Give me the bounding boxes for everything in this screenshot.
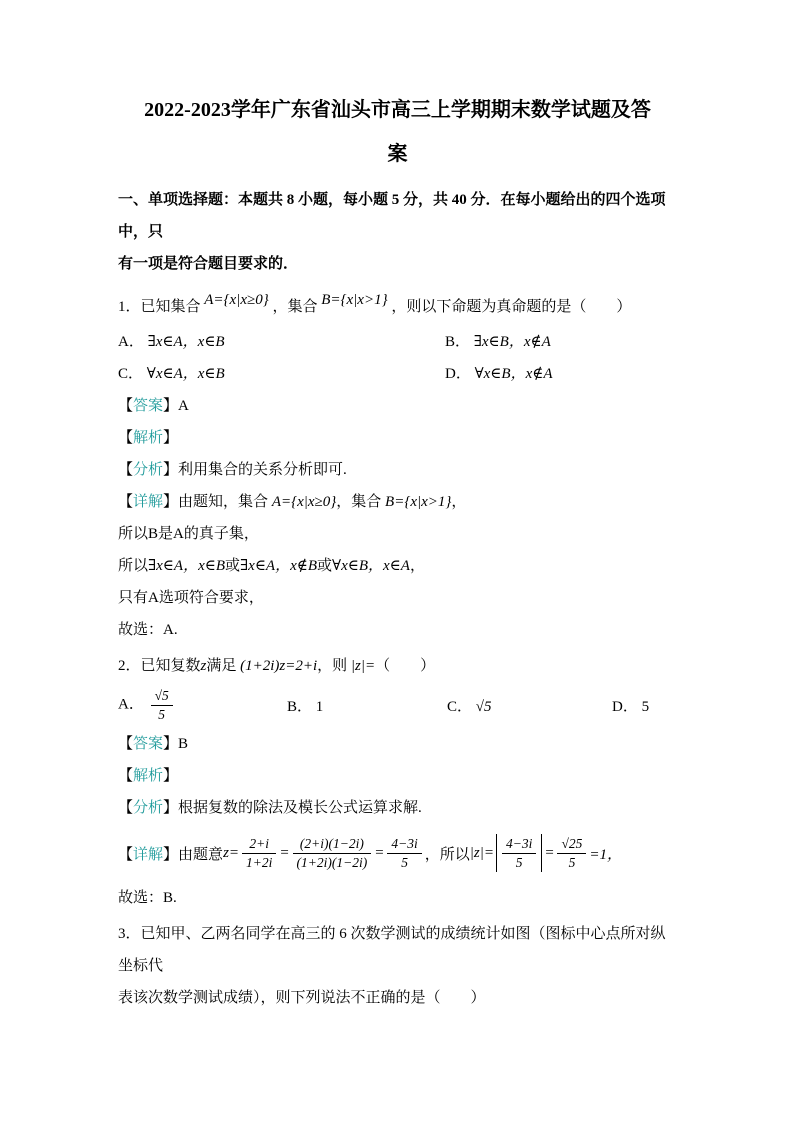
equals-sign: = [279,844,290,861]
fraction [502,836,536,870]
q2-stem [118,650,677,682]
q2-options-row [118,682,677,728]
option-label: D． [445,366,471,382]
q1-detail-pre: 由题知，集合 [178,494,269,510]
q1-detail-line-2: 所以B是A的真子集， [118,526,259,542]
q1-set-a-formula: A={x|x≥0} [204,292,269,308]
fraction-numerator: √25 [561,835,583,851]
option-label: C． [118,366,144,382]
fraction-numerator: 2+i [249,835,270,851]
fraction [293,836,372,870]
q2-option-b [287,695,447,716]
q1-option-a [118,326,445,358]
title-line-2: 案 [387,143,408,165]
analysis-tag: 解析 [133,768,164,784]
q1-set-b-formula: B={x|x>1} [321,292,388,308]
answer-tag: 答案 [133,736,164,752]
absolute-value-bars [496,834,542,872]
q2-detail-mid: ，所以 [424,846,470,863]
q1-detail-post: ， [451,494,467,510]
q2-detail-lhs: z= [223,844,240,861]
q2-detail-pre: 由题意 [178,846,224,863]
q1-set-a-formula: A={x|x≥0} [271,494,337,510]
fraction [557,836,586,870]
q3-stem-line-2: 表该次数学测试成绩），则下列说法不正确的是（ ） [118,990,486,1006]
q1-stem-pre: 1．已知集合 [118,299,201,315]
q2-abs-lhs: |z|= [469,844,494,861]
section-heading-line-1: 一、单项选择题：本题共 8 小题，每小题 5 分，共 40 分．在每小题给出的四个选项中，只 [118,192,666,240]
option-label: B． [287,698,313,715]
option-label: D． [612,698,638,715]
q1-stem-post: ，则以下命题为真命题的是（ ） [391,299,632,315]
fraction-denominator: 5 [557,853,586,871]
fraction-denominator: 1+2i [242,853,276,871]
fraction-denominator: (1+2i)(1−2i) [293,853,372,871]
bracket-open: 【 [118,800,134,816]
detail-tag: 详解 [133,846,164,863]
bracket-close: 】 [163,398,179,414]
bracket-open: 【 [118,398,134,414]
q1-d3-or-1: 或 [225,558,241,574]
fraction-denominator: 5 [387,853,421,871]
option-value: 5 [641,698,650,715]
q2-analysis-line [118,760,677,792]
q1-detail-line-3 [118,550,677,582]
q2-answer-line [118,728,677,760]
q1-answer-line [118,390,677,422]
q2-stem-pre: 2．已知复数 [118,658,201,674]
q1-option-b [445,326,551,358]
option-value: √5 [475,698,492,715]
fraction-numerator: 4−3i [505,835,533,851]
fraction [387,836,421,870]
bracket-close: 】 [163,846,179,863]
equals-sign: = [544,844,555,861]
bracket-open: 【 [118,846,134,863]
bracket-close: 】 [163,462,179,478]
bracket-open: 【 [118,430,134,446]
q1-stem-mid: ，集合 [272,299,318,315]
title-line-1: 2022-2023学年广东省汕头市高三上学期期末数学试题及答 [144,99,651,121]
q1-detail-line-1 [118,486,677,518]
q1-d3-pre: 所以 [118,558,149,574]
q1-option-d [445,358,553,390]
q2-method-text: 根据复数的除法及模长公式运算求解. [178,800,422,816]
q2-detail-equation [118,824,677,882]
q2-method-line [118,792,677,824]
equals-sign: = [374,844,385,861]
fraction-denominator: 5 [151,705,173,723]
bracket-open: 【 [118,768,134,784]
q2-equation: (1+2i)z=2+i [240,658,318,674]
answer-tag: 答案 [133,398,164,414]
q1-detail-line-4: 只有A选项符合要求， [118,590,264,606]
fraction [151,688,173,722]
option-label: A． [118,696,144,713]
q1-option-c [118,358,445,390]
q1-answer-value: A [178,398,189,414]
q2-option-c [447,695,612,716]
q3-stem-line-1: 3．已知甲、乙两名同学在高三的 6 次数学测试的成绩统计如图（图标中心点所对纵坐标代 [118,926,666,974]
method-tag: 分析 [133,800,164,816]
option-value: 1 [315,698,324,715]
q2-modulus: |z|= [350,658,376,674]
q1-d3-formula-1: ∃x∈A，x∈B [148,558,226,574]
bracket-open: 【 [118,736,134,752]
bracket-close: 】 [163,494,179,510]
fraction-denominator: 5 [502,853,536,871]
method-tag: 分析 [133,462,164,478]
q2-stem-post: （ ） [375,658,436,674]
fraction [242,836,276,870]
bracket-open: 【 [118,494,134,510]
fraction-numerator: 4−3i [391,835,418,851]
q1-d3-post: ， [409,558,425,574]
q2-answer-value: B [178,736,189,752]
q1-options-row-2 [118,358,677,390]
q1-set-b-formula: B={x|x>1} [385,494,452,510]
option-label: A． [118,334,144,350]
q1-options-row-1 [118,326,677,358]
fraction-numerator: √5 [154,687,169,703]
bracket-close: 】 [163,736,179,752]
section-heading-line-2: 有一项是符合题目要求的． [118,256,299,272]
q1-method-text: 利用集合的关系分析即可. [178,462,347,478]
option-formula: ∀x∈A，x∈B [146,366,225,382]
fraction-numerator: (2+i)(1−2i) [299,835,364,851]
option-label: C． [447,698,473,715]
q1-detail-mid: ，集合 [336,494,382,510]
option-label: B． [445,334,471,350]
q2-option-d [612,695,649,716]
q2-stem-mid-2: ，则 [317,658,348,674]
q1-d3-formula-2: ∃x∈A，x∉B [240,558,318,574]
option-formula: ∀x∈B，x∉A [474,366,553,382]
bracket-close: 】 [163,800,179,816]
q2-detail-tail: =1， [589,846,623,863]
detail-tag: 详解 [133,494,164,510]
q2-var-z: z [200,658,207,674]
bracket-open: 【 [118,462,134,478]
page-title [118,88,677,176]
q1-conclusion: 故选：A. [118,622,178,638]
option-formula: ∃x∈A，x∈B [147,334,225,350]
q1-d3-or-2: 或 [317,558,333,574]
q1-analysis-line [118,422,677,454]
q1-stem [118,288,677,326]
q1-d3-formula-3: ∀x∈B，x∈A [332,558,410,574]
q1-method-line [118,454,677,486]
q2-option-a [118,688,287,722]
q2-stem-mid-1: 满足 [206,658,237,674]
option-formula: ∃x∈B，x∉A [473,334,551,350]
bracket-close: 】 [163,768,179,784]
bracket-close: 】 [163,430,179,446]
q2-conclusion: 故选：B. [118,890,177,906]
analysis-tag: 解析 [133,430,164,446]
